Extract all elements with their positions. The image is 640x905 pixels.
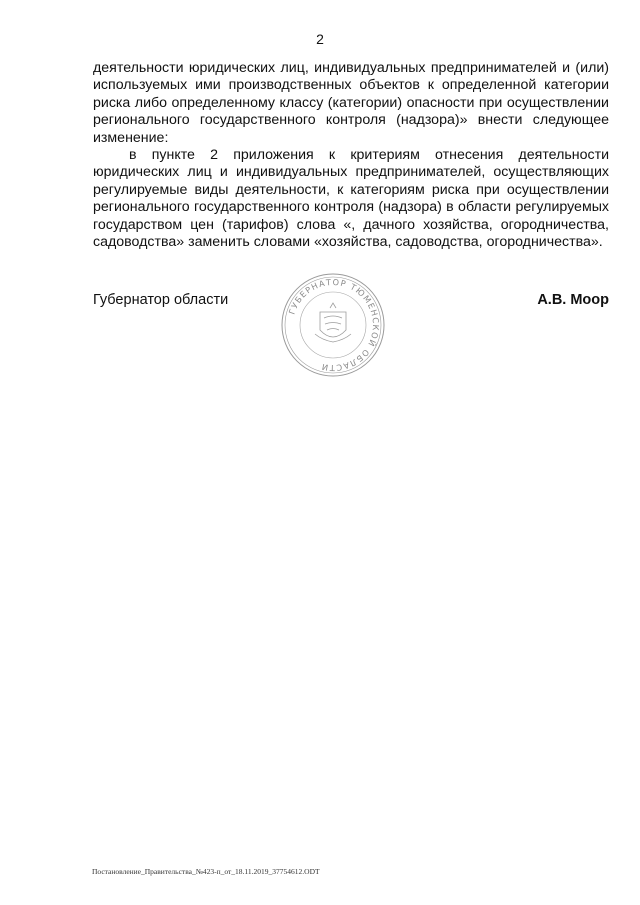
document-body bbox=[93, 60, 609, 251]
footer-filename: Постановление_Правительства_№423-п_от_18.11.2019_37754612.ODT bbox=[92, 867, 320, 876]
signer-title: Губернатор области bbox=[93, 292, 229, 308]
page-number: 2 bbox=[316, 31, 324, 47]
paragraph-continuation: деятельности юридических лиц, индивидуальных предпринимателей и (или) используемых ими производственных объектов к определенной категории риска либо определенному классу (категории) опасности при осуществлении регионального государственного контроля (надзора)» внести следующее изменение: bbox=[93, 60, 609, 146]
official-seal bbox=[280, 272, 386, 378]
seal-ring-text: ГУБЕРНАТОР ТЮМЕНСКОЙ ОБЛАСТИ bbox=[286, 276, 382, 374]
svg-text:ГУБЕРНАТОР ТЮМЕНСКОЙ ОБЛАСТИ bbox=[287, 277, 382, 373]
signer-name: А.В. Моор bbox=[537, 292, 609, 308]
coat-of-arms-icon bbox=[315, 303, 351, 342]
paragraph-amendment: в пункте 2 приложения к критериям отнесения деятельности юридических лиц и индивидуальных предпринимателей, осуществляющих регулируемые виды деятельности, к категориям риска при осуществлении регионального государственного контроля (надзора) в области регулируемых государством цен (тарифов) слова «, дачного хозяйства, огородничества, садоводства» заменить словами «хозяйства, садоводства, огородничества». bbox=[93, 147, 609, 251]
